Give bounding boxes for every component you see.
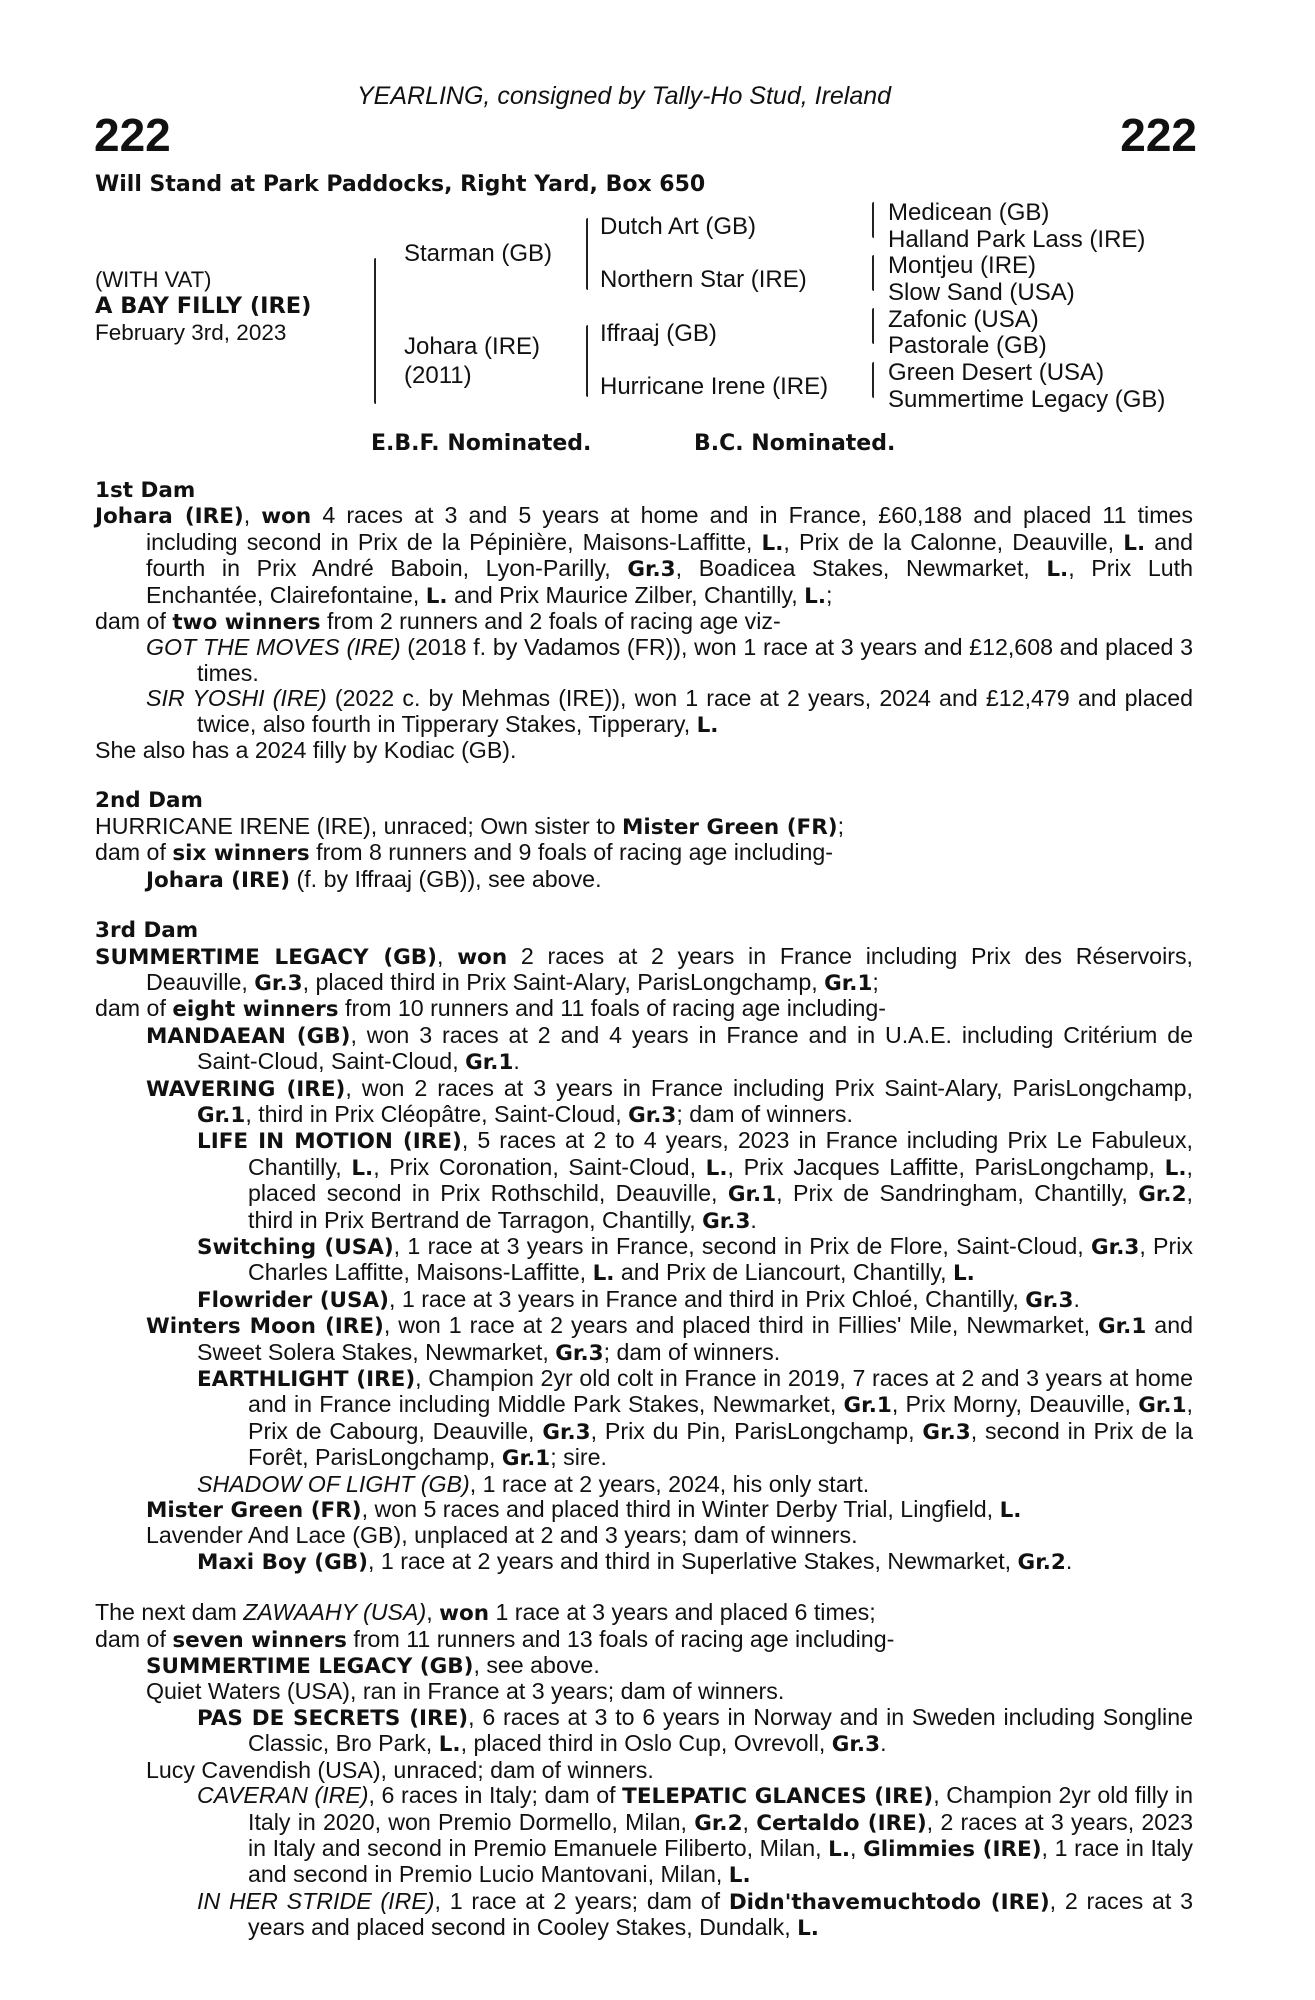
text-run: Johara (IRE) bbox=[95, 504, 244, 530]
text-run: L. bbox=[592, 1261, 615, 1287]
dam-year: (2011) bbox=[404, 362, 472, 389]
grandsire-sire: Dutch Art (GB) bbox=[600, 213, 757, 240]
first-dam-also: She also has a 2024 filly by Kodiac (GB). bbox=[95, 737, 517, 764]
progeny-entry bbox=[95, 1705, 1193, 1758]
text-run: eight winners bbox=[172, 997, 339, 1023]
progeny-entry bbox=[95, 1497, 1193, 1523]
lot-number-left: 222 bbox=[94, 109, 171, 161]
text-run: , 1 race at 2 years, 2024, his only start. bbox=[469, 1470, 870, 1497]
text-run: , Prix de Cabourg, Deauville, bbox=[248, 1391, 1193, 1444]
text-run: PAS DE SECRETS (IRE) bbox=[197, 1705, 469, 1731]
text-run: from 2 runners and 2 foals of racing age viz- bbox=[320, 608, 781, 635]
dam-name: Johara (IRE) bbox=[404, 333, 541, 360]
text-run: . bbox=[1065, 1547, 1073, 1574]
text-run: Gr.3 bbox=[254, 970, 303, 996]
text-run: , 2 races at 3 years, 2023 in Italy and second in Premio Emanuele Filiberto, Milan, bbox=[248, 1808, 1193, 1861]
gg-8: Summertime Legacy (GB) bbox=[888, 386, 1166, 413]
text-run: The next dam bbox=[95, 1599, 244, 1626]
text-run: ; bbox=[837, 812, 845, 839]
consignor-line: YEARLING, consigned by Tally-Ho Stud, Ireland bbox=[357, 82, 892, 110]
text-run: Gr.3 bbox=[542, 1419, 591, 1445]
text-run: Flowrider (USA) bbox=[197, 1287, 389, 1313]
dam-brace bbox=[586, 325, 588, 397]
gg-brace-1 bbox=[872, 202, 874, 238]
text-run: L. bbox=[438, 1732, 461, 1758]
progeny-entry bbox=[95, 1313, 1193, 1366]
text-run: Switching (USA) bbox=[197, 1234, 394, 1260]
gg-7: Green Desert (USA) bbox=[888, 359, 1105, 386]
text-run: Didn'thavemuchtodo (IRE) bbox=[728, 1889, 1050, 1915]
horse-name: A BAY FILLY (IRE) bbox=[95, 293, 312, 319]
foaling-date: February 3rd, 2023 bbox=[95, 320, 287, 345]
text-run: ; bbox=[826, 581, 833, 608]
text-run: ZAWAAHY (USA) bbox=[243, 1599, 427, 1626]
text-run: Gr.1 bbox=[727, 1182, 777, 1208]
text-run: Lavender And Lace (GB), unplaced at 2 and 3 years; dam of winners. bbox=[146, 1522, 858, 1549]
text-run: (2018 f. by Vadamos (FR)), won 1 race at 3 years and £12,608 and placed 3 times. bbox=[197, 634, 1193, 686]
text-run: 4 races at 3 and 5 years at home and in France, £60,188 and placed 11 times including second in Prix de la Pépinière, Maisons-Laffitte, bbox=[146, 502, 1193, 555]
main-brace bbox=[374, 258, 376, 404]
text-run: 1 race at 3 years and placed 6 times; bbox=[489, 1599, 876, 1626]
text-run: , 6 races in Italy; dam of bbox=[368, 1782, 623, 1809]
text-run: , Prix Charles Laffitte, Maisons-Laffitte, bbox=[248, 1232, 1193, 1286]
text-run: , won 1 race at 2 years and placed third in Fillies' Mile, Newmarket, bbox=[383, 1312, 1098, 1339]
text-run: L. bbox=[999, 1498, 1022, 1524]
text-run: and fourth in Prix André Baboin, Lyon-Parilly, bbox=[146, 528, 1193, 582]
text-run: , placed third in Oslo Cup, Ovrevoll, bbox=[460, 1730, 832, 1757]
progeny-entry bbox=[95, 686, 1193, 738]
text-run: , bbox=[437, 942, 458, 969]
text-run: L. bbox=[828, 1836, 851, 1862]
text-run: Gr.1 bbox=[843, 1393, 892, 1419]
text-run: Gr.3 bbox=[831, 1732, 881, 1758]
text-run: , 1 race at 3 years in France and third in Prix Chloé, Chantilly, bbox=[388, 1285, 1026, 1312]
text-run: Gr.1 bbox=[824, 970, 873, 996]
text-run: dam of bbox=[95, 1625, 173, 1652]
text-run: , Champion 2yr old filly in Italy in 2020, won Premio Dormello, Milan, bbox=[248, 1782, 1194, 1835]
text-run: ; bbox=[872, 968, 879, 995]
text-run: two winners bbox=[172, 610, 321, 636]
text-run: , Champion 2yr old colt in France in 2019, 7 races at 2 and 3 years at home and in France including Middle Park Stakes, Newmarket, bbox=[248, 1365, 1193, 1418]
text-run: Gr.3 bbox=[922, 1419, 971, 1445]
text-run: , Prix Coronation, Saint-Cloud, bbox=[373, 1153, 706, 1180]
first-dam-para bbox=[95, 503, 1193, 609]
grandsire-dam: Iffraaj (GB) bbox=[600, 320, 717, 347]
progeny-entry bbox=[95, 1023, 1193, 1076]
gg-3: Montjeu (IRE) bbox=[888, 252, 1037, 279]
progeny-entry bbox=[95, 1549, 1193, 1575]
text-run: , second in Prix de la Forêt, ParisLongchamp, bbox=[248, 1417, 1193, 1471]
text-run: , bbox=[243, 502, 262, 529]
text-run: CAVERAN (IRE) bbox=[197, 1782, 369, 1809]
text-run: , Prix du Pin, ParisLongchamp, bbox=[590, 1417, 923, 1444]
text-run: Gr.3 bbox=[555, 1340, 604, 1366]
text-run: Johara (IRE) bbox=[146, 867, 291, 893]
text-run: , Boadicea Stakes, Newmarket, bbox=[675, 555, 1047, 582]
text-run: L. bbox=[952, 1261, 975, 1287]
text-run: MANDAEAN (GB) bbox=[146, 1023, 351, 1049]
text-run: six winners bbox=[172, 841, 310, 867]
text-run: Gr.1 bbox=[197, 1102, 246, 1128]
text-run: ; sire. bbox=[550, 1444, 607, 1471]
gg-5: Zafonic (USA) bbox=[888, 306, 1039, 333]
text-run: , won 2 races at 3 years in France including Prix Saint-Alary, ParisLongchamp, bbox=[345, 1074, 1193, 1101]
text-run: , see above. bbox=[473, 1652, 600, 1679]
text-run: Quiet Waters (USA), ran in France at 3 years; dam of winners. bbox=[146, 1678, 785, 1705]
text-run: L. bbox=[1123, 530, 1146, 556]
text-run: WAVERING (IRE) bbox=[146, 1076, 346, 1102]
next-dam-para bbox=[95, 1600, 1193, 1626]
progeny-entry bbox=[95, 1287, 1193, 1313]
text-run: , 5 races at 2 to 4 years, 2023 in France including Prix Le Fabuleux, Chantilly, bbox=[248, 1127, 1193, 1180]
progeny-entry bbox=[95, 635, 1193, 686]
sire-name: Starman (GB) bbox=[404, 240, 553, 267]
text-run: , 1 race in Italy and second in Premio Lucio Mantovani, Milan, bbox=[248, 1834, 1193, 1888]
second-dam-progeny bbox=[95, 867, 1193, 893]
stand-location: Will Stand at Park Paddocks, Right Yard, Box 650 bbox=[95, 172, 706, 197]
third-dam-para bbox=[95, 944, 1193, 997]
text-run: won bbox=[457, 944, 508, 970]
text-run: and Prix Maurice Zilber, Chantilly, bbox=[447, 581, 805, 608]
text-run: ; dam of winners. bbox=[676, 1100, 853, 1127]
text-run: Glimmies (IRE) bbox=[863, 1836, 1042, 1862]
text-run: . bbox=[513, 1048, 520, 1075]
text-run: dam of bbox=[95, 995, 173, 1022]
text-run: dam of bbox=[95, 839, 173, 866]
gg-2: Halland Park Lass (IRE) bbox=[888, 226, 1146, 253]
text-run: L. bbox=[1164, 1155, 1187, 1181]
text-run: HURRICANE IRENE (IRE), unraced; Own sister to bbox=[95, 812, 622, 839]
gg-4: Slow Sand (USA) bbox=[888, 279, 1075, 306]
progeny-entry bbox=[95, 1076, 1193, 1129]
text-run: Gr.1 bbox=[1098, 1314, 1147, 1340]
text-run: , 1 race at 2 years; dam of bbox=[434, 1887, 729, 1914]
text-run: SUMMERTIME LEGACY (GB) bbox=[146, 1654, 474, 1680]
progeny-entry bbox=[95, 1653, 1193, 1679]
text-run: , third in Prix Cléopâtre, Saint-Cloud, bbox=[245, 1100, 629, 1127]
gg-6: Pastorale (GB) bbox=[888, 332, 1047, 359]
text-run: Gr.3 bbox=[1091, 1234, 1140, 1260]
catalogue-body bbox=[95, 478, 1193, 1942]
first-dam-heading: 1st Dam bbox=[95, 478, 196, 503]
text-run: , won 3 races at 2 and 4 years in France and in U.A.E. including Critérium de Saint-Cloud, Saint-Cloud, bbox=[197, 1021, 1193, 1075]
text-run: . bbox=[880, 1730, 887, 1757]
text-run: L. bbox=[425, 583, 448, 609]
text-run: ; dam of winners. bbox=[603, 1338, 781, 1365]
text-run: TELEPATIC GLANCES (IRE) bbox=[622, 1784, 934, 1810]
progeny-entry bbox=[95, 1472, 1193, 1497]
text-run: Mister Green (FR) bbox=[146, 1498, 362, 1524]
text-run: and Sweet Solera Stakes, Newmarket, bbox=[197, 1312, 1193, 1365]
text-run: L. bbox=[705, 1155, 728, 1181]
text-run: SIR YOSHI (IRE) bbox=[146, 685, 327, 712]
text-run: . bbox=[1073, 1285, 1080, 1312]
text-run: from 11 runners and 13 foals of racing age including- bbox=[346, 1625, 895, 1652]
text-run: from 8 runners and 9 foals of racing age including- bbox=[309, 839, 834, 866]
next-dam-dam-of bbox=[95, 1627, 1193, 1653]
gg-1: Medicean (GB) bbox=[888, 199, 1050, 226]
progeny-entry bbox=[95, 1889, 1193, 1942]
sire-brace bbox=[586, 218, 588, 290]
ebf-nomination: E.B.F. Nominated. bbox=[371, 431, 592, 456]
text-run: (2022 c. by Mehmas (IRE)), won 1 race at 2 years, 2024 and £12,479 and placed twice, also fourth in Tipperary Stakes, Tipperary, bbox=[197, 685, 1193, 737]
text-run: , bbox=[850, 1834, 864, 1861]
text-run: L. bbox=[804, 583, 827, 609]
text-run: , Prix Luth Enchantée, Clairefontaine, bbox=[146, 555, 1193, 608]
progeny-entry bbox=[95, 1128, 1193, 1234]
text-run: . bbox=[750, 1206, 757, 1233]
second-dam-heading: 2nd Dam bbox=[95, 788, 203, 814]
text-run: , Prix Jacques Laffitte, ParisLongchamp, bbox=[727, 1153, 1165, 1180]
first-dam-progeny bbox=[95, 635, 1193, 738]
text-run: , 1 race at 3 years in France, second in Prix de Flore, Saint-Cloud, bbox=[393, 1232, 1092, 1259]
text-run: , Prix de Sandringham, Chantilly, bbox=[776, 1180, 1139, 1207]
first-dam-dam-of bbox=[95, 609, 1193, 635]
text-run: L. bbox=[761, 530, 784, 556]
third-dam-dam-of bbox=[95, 996, 1193, 1022]
progeny-entry bbox=[95, 867, 1193, 893]
progeny-entry bbox=[95, 1366, 1193, 1472]
text-run: L. bbox=[696, 712, 719, 738]
text-run: Mister Green (FR) bbox=[622, 814, 838, 840]
text-run: L. bbox=[797, 1916, 819, 1942]
granddam-dam: Hurricane Irene (IRE) bbox=[600, 373, 829, 400]
text-run: , bbox=[742, 1808, 757, 1835]
text-run: Gr.2 bbox=[1017, 1549, 1066, 1575]
gg-brace-3 bbox=[872, 308, 874, 344]
progeny-entry bbox=[95, 1758, 1193, 1783]
text-run: EARTHLIGHT (IRE) bbox=[197, 1367, 416, 1392]
text-run: , placed third in Prix Saint-Alary, ParisLongchamp, bbox=[302, 968, 825, 995]
text-run: Gr.2 bbox=[1138, 1182, 1187, 1208]
text-run: , placed second in Prix Rothschild, Deauville, bbox=[248, 1153, 1193, 1207]
lot-number-right: 222 bbox=[1120, 109, 1197, 161]
text-run: L. bbox=[1046, 557, 1069, 583]
text-run: Gr.1 bbox=[1138, 1393, 1187, 1419]
text-run: LIFE IN MOTION (IRE) bbox=[197, 1129, 462, 1155]
text-run: IN HER STRIDE (IRE) bbox=[197, 1887, 435, 1914]
text-run: , Prix Morny, Deauville, bbox=[891, 1391, 1139, 1418]
text-run: Gr.3 bbox=[702, 1208, 751, 1234]
text-run: (f. by Iffraaj (GB)), see above. bbox=[290, 865, 602, 892]
next-dam-progeny bbox=[95, 1653, 1193, 1941]
text-run: Maxi Boy (GB) bbox=[197, 1549, 368, 1575]
bc-nomination: B.C. Nominated. bbox=[694, 431, 896, 456]
gg-brace-2 bbox=[872, 255, 874, 291]
text-run: 2 races at 2 years in France including Prix des Réservoirs, Deauville, bbox=[146, 942, 1193, 995]
text-run: , bbox=[426, 1599, 440, 1626]
granddam-sire: Northern Star (IRE) bbox=[600, 266, 807, 293]
text-run: SHADOW OF LIGHT (GB) bbox=[197, 1470, 470, 1497]
text-run: and Prix de Liancourt, Chantilly, bbox=[614, 1259, 953, 1286]
text-run: Gr.2 bbox=[694, 1810, 743, 1836]
third-dam-progeny bbox=[95, 1023, 1193, 1576]
third-dam-heading: 3rd Dam bbox=[95, 918, 199, 944]
text-run: Winters Moon (IRE) bbox=[146, 1314, 384, 1340]
progeny-entry bbox=[95, 1783, 1193, 1889]
text-run: Gr.3 bbox=[1025, 1287, 1074, 1313]
text-run: , third in Prix Bertrand de Tarragon, Chantilly, bbox=[248, 1180, 1193, 1233]
text-run: Gr.3 bbox=[627, 557, 676, 583]
text-run: seven winners bbox=[172, 1627, 347, 1653]
text-run: Certaldo (IRE) bbox=[756, 1810, 927, 1836]
text-run: Gr.3 bbox=[628, 1102, 677, 1128]
text-run: Lucy Cavendish (USA), unraced; dam of winners. bbox=[146, 1756, 654, 1783]
text-run: won bbox=[261, 504, 312, 530]
text-run: dam of bbox=[95, 608, 173, 635]
text-run: from 10 runners and 11 foals of racing age including- bbox=[338, 995, 886, 1022]
text-run: , 6 races at 3 to 6 years in Norway and in Sweden including Songline Classic, Bro Park, bbox=[248, 1703, 1193, 1757]
text-run: , Prix de la Calonne, Deauville, bbox=[783, 528, 1124, 555]
gg-brace-4 bbox=[872, 362, 874, 398]
progeny-entry bbox=[95, 1679, 1193, 1704]
text-run: Gr.1 bbox=[465, 1050, 514, 1076]
progeny-entry bbox=[95, 1234, 1193, 1287]
text-run: L. bbox=[728, 1863, 751, 1889]
text-run: , won 5 races and placed third in Winter Derby Trial, Lingfield, bbox=[361, 1496, 1000, 1523]
text-run: SUMMERTIME LEGACY (GB) bbox=[95, 944, 438, 970]
second-dam-dam-of bbox=[95, 840, 1193, 866]
text-run: , 2 races at 3 years and placed second in Cooley Stakes, Dundalk, bbox=[248, 1887, 1193, 1941]
vat-note: (WITH VAT) bbox=[95, 267, 212, 292]
text-run: , 1 race at 2 years and third in Superlative Stakes, Newmarket, bbox=[367, 1547, 1018, 1574]
second-dam-para bbox=[95, 814, 1193, 840]
text-run: GOT THE MOVES (IRE) bbox=[146, 634, 401, 661]
text-run: Gr.1 bbox=[501, 1446, 551, 1472]
progeny-entry bbox=[95, 1523, 1193, 1548]
text-run: won bbox=[439, 1601, 490, 1627]
text-run: L. bbox=[351, 1155, 374, 1181]
